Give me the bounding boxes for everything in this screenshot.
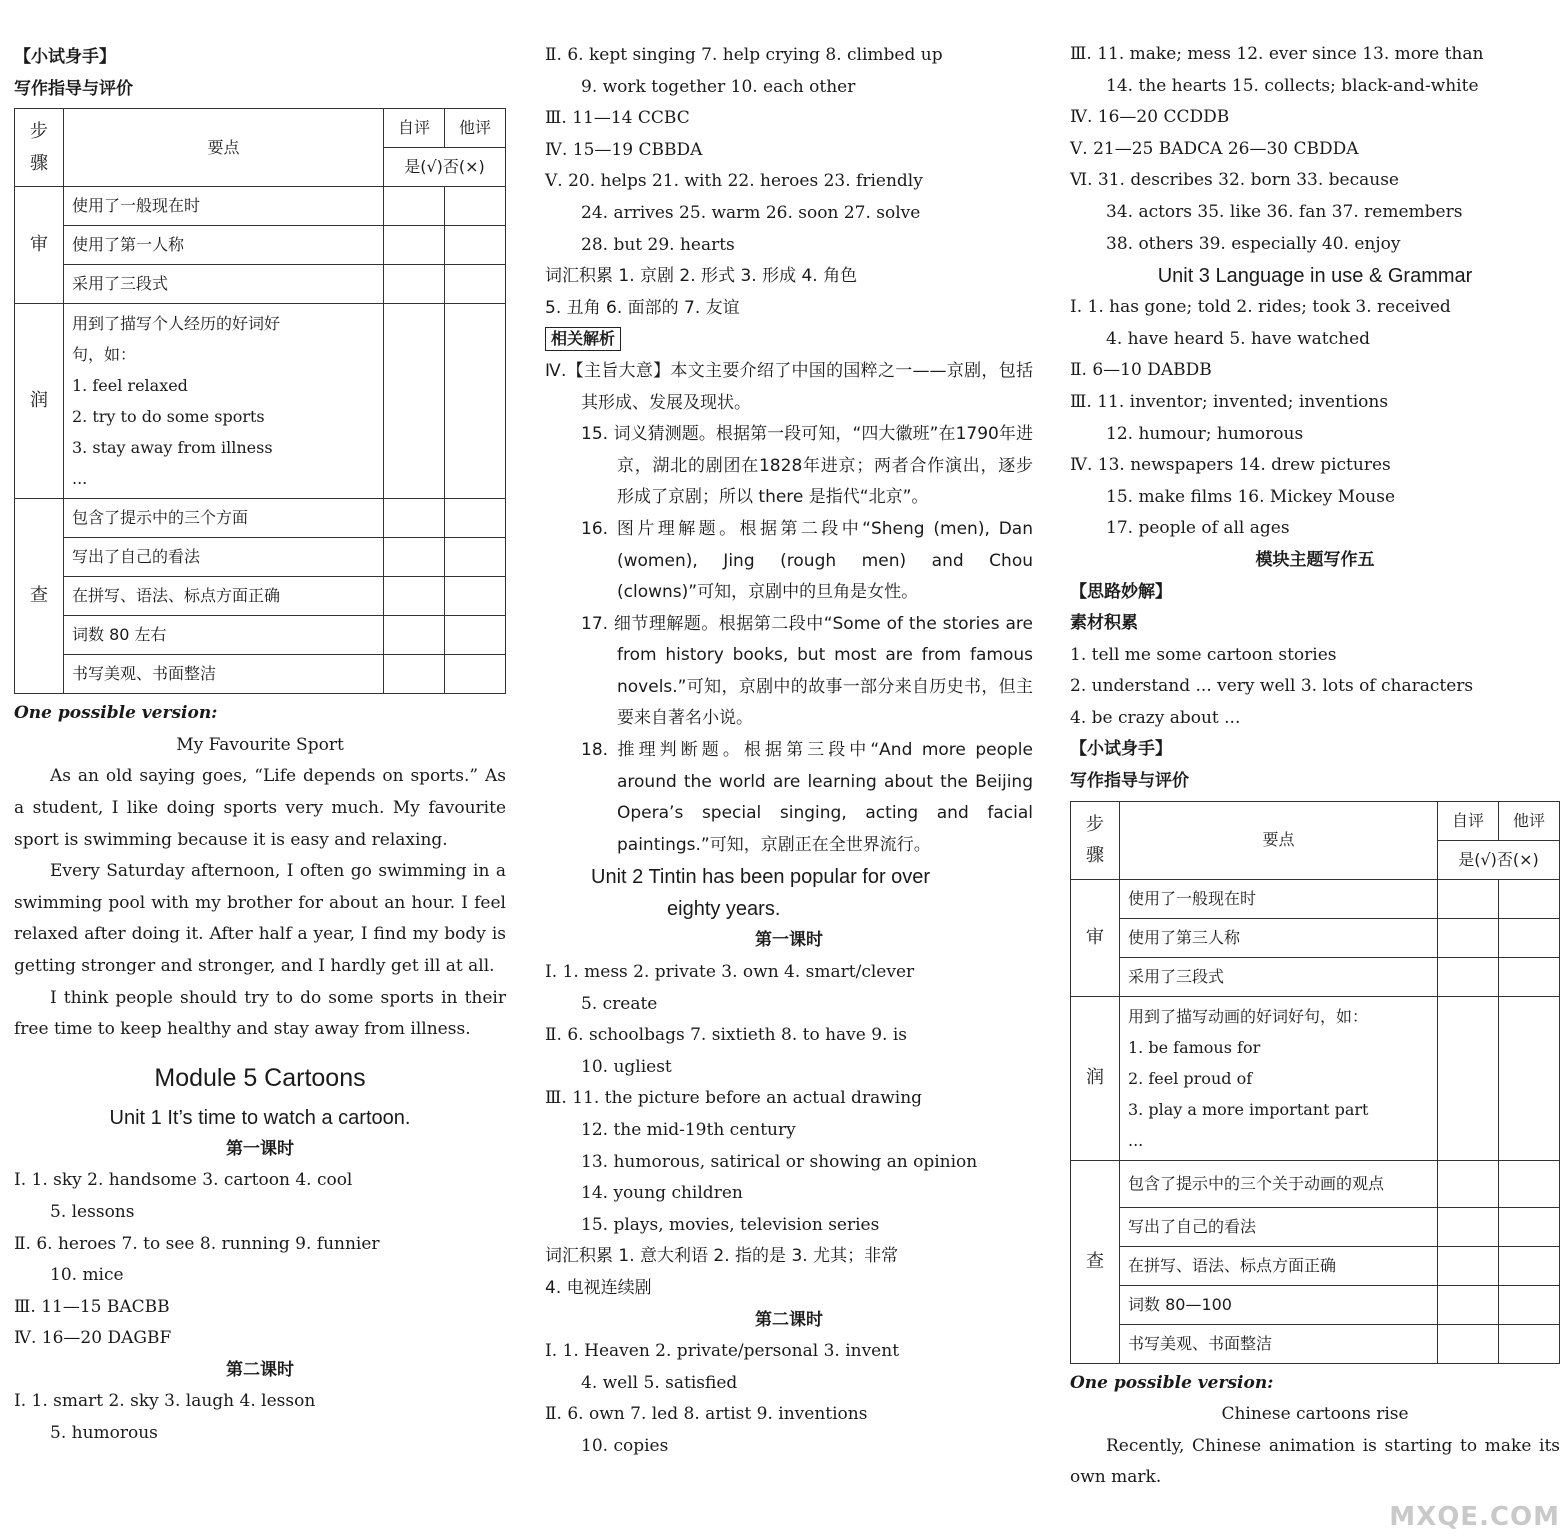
vocab-line: 4. 电视连续剧 [545,1277,652,1298]
writing-module-title: 模块主题写作五 [1255,549,1375,570]
answer-line: Ⅴ. 21—25 BADCA 26—30 CBDDA [1070,138,1359,159]
step-run: 润 [1071,996,1120,1160]
version-label: One possible version: [1070,1372,1274,1393]
section-heading-ideas: 【思路妙解】 [1070,581,1172,602]
material-heading: 素材积累 [1070,613,1138,634]
table-header-points: 要点 [64,109,384,187]
site-watermark: MXQE.COM [1389,1502,1560,1532]
table-row: 词数 80 左右 [64,616,384,655]
writing-guide-heading: 写作指导与评价 [14,78,133,99]
analysis-paragraph: 17. 细节理解题。根据第二段中“Some of the stories are from history books, but most are from famous novels.”可知，京剧中的故事一部分来自历史书，但主要来自著名小说。 [581,613,1033,729]
table-row: 包含了提示中的三个关于动画的观点 [1120,1160,1438,1207]
answer-line: Ⅳ. 15—19 CBBDA [545,139,703,160]
answer-line: 38. others 39. especially 40. enjoy [1106,233,1401,254]
essay-title: Chinese cartoons rise [1221,1404,1409,1425]
answer-line: 9. work together 10. each other [581,76,856,97]
essay-paragraph: I think people should try to do some sports in their free time to keep healthy and stay away from illness. [14,987,506,1040]
answer-line: Ⅱ. 6. own 7. led 8. artist 9. inventions [545,1404,868,1425]
answer-line: Ⅲ. 11. make; mess 12. ever since 13. more than [1070,44,1484,64]
answer-line: Ⅳ. 13. newspapers 14. drew pictures [1070,455,1391,476]
unit-title: Unit 3 Language in use & Grammar [1157,265,1473,288]
table-row: 书写美观、书面整洁 [1120,1324,1438,1363]
evaluation-table [14,108,506,694]
answer-line: Ⅱ. 6. heroes 7. to see 8. running 9. funnier [14,1233,380,1254]
answer-line: Ⅴ. 20. helps 21. with 22. heroes 23. friendly [545,171,923,192]
answer-line: Ⅲ. 11. inventor; invented; inventions [1070,391,1389,412]
table-row: 书写美观、书面整洁 [64,655,384,694]
module-title: Module 5 Cartoons [154,1063,366,1092]
analysis-paragraph: Ⅳ.【主旨大意】本文主要介绍了中国的国粹之一——京剧，包括其形成、发展及现状。 [545,360,1033,413]
evaluation-table [1070,801,1560,1364]
analysis-paragraph: 18. 推理判断题。根据第三段中“And more people around the world are learning about the Beijing Opera’s special singing, acting and facial paintings.”可知，京剧正在全世界流行。 [581,740,1033,855]
answer-line: Ⅱ. 6—10 DABDB [1070,360,1212,381]
answer-line: Ⅲ. 11—14 CCBC [545,108,690,129]
step-cha: 查 [15,499,64,694]
analysis-paragraph: 16. 图片理解题。根据第二段中“Sheng (men), Dan (women), Jing (rough men) and Chou (clowns)”可知，京剧中的旦角是女性。 [581,518,1033,603]
answer-line: Ⅰ. 1. mess 2. private 3. own 4. smart/clever [545,962,915,983]
answer-line: 14. young children [581,1183,743,1204]
left-column [14,0,506,1450]
answer-line: 10. mice [50,1265,124,1286]
section-heading-practice: 【小试身手】 [1070,739,1172,760]
middle-column [545,0,1033,1463]
material-item: 1. tell me some cartoon stories [1070,644,1337,665]
answer-line: 5. humorous [50,1423,158,1444]
table-row: 使用了一般现在时 [64,187,384,226]
answer-line: 17. people of all ages [1106,518,1290,539]
lesson-title: 第二课时 [226,1359,294,1380]
answer-line: 28. but 29. hearts [581,234,735,255]
section-heading-practice: 【小试身手】 [14,47,116,67]
essay-title: My Favourite Sport [176,734,344,755]
analysis-label: 相关解析 [545,327,621,351]
table-row: 包含了提示中的三个方面 [64,499,384,538]
table-row-multiline: 用到了描写动画的好词好句，如： 1. be famous for 2. feel proud of 3. play a more important part ... [1120,996,1438,1160]
table-header-step: 步骤 [1071,801,1120,879]
answer-line: 34. actors 35. like 36. fan 37. remembers [1106,201,1463,222]
answer-line: Ⅰ. 1. smart 2. sky 3. laugh 4. lesson [14,1391,316,1412]
lesson-title: 第二课时 [755,1309,823,1330]
table-header-peer: 他评 [1499,801,1560,840]
answer-line: Ⅰ. 1. has gone; told 2. rides; took 3. received [1070,297,1451,318]
answer-line: Ⅰ. 1. Heaven 2. private/personal 3. invent [545,1341,900,1362]
table-row: 采用了三段式 [64,265,384,304]
step-shen: 审 [15,187,64,304]
table-row: 写出了自己的看法 [64,538,384,577]
vocab-line: 词汇积累 1. 意大利语 2. 指的是 3. 尤其；非常 [545,1246,899,1267]
table-row: 词数 80—100 [1120,1285,1438,1324]
answer-line: 5. create [581,993,658,1014]
answer-line: Ⅲ. 11—15 BACBB [14,1296,170,1317]
answer-line: Ⅲ. 11. the picture before an actual drawing [545,1088,923,1109]
step-run: 润 [15,304,64,499]
table-header-peer: 他评 [445,109,506,148]
table-row: 在拼写、语法、标点方面正确 [64,577,384,616]
table-header-points: 要点 [1120,801,1438,879]
table-header-self: 自评 [1438,801,1499,840]
answer-line: Ⅱ. 6. schoolbags 7. sixtieth 8. to have 9. is [545,1025,908,1046]
answer-line: 10. copies [581,1435,669,1456]
step-shen: 审 [1071,879,1120,996]
unit-title-continued: eighty years. [667,898,781,921]
table-row: 使用了一般现在时 [1120,879,1438,918]
material-item: 2. understand ... very well 3. lots of characters [1070,676,1474,697]
answer-line: Ⅱ. 6. kept singing 7. help crying 8. climbed up [545,45,943,65]
answer-line: Ⅳ. 16—20 DAGBF [14,1328,172,1349]
table-row: 写出了自己的看法 [1120,1207,1438,1246]
right-column [1070,0,1560,1494]
essay-paragraph: Every Saturday afternoon, I often go swimming in a swimming pool with my brother for about an hour. I feel relaxed after doing it. After half a year, I find my body is getting stronger and stronger, and I hardly get ill at all. [14,861,506,976]
answer-line: 15. plays, movies, television series [581,1214,880,1235]
vocab-line: 词汇积累 1. 京剧 2. 形式 3. 形成 4. 角色 [545,266,858,287]
answer-line: 5. lessons [50,1201,135,1222]
answer-line: 13. humorous, satirical or showing an opinion [581,1151,978,1172]
table-row: 在拼写、语法、标点方面正确 [1120,1246,1438,1285]
answer-line: 10. ugliest [581,1056,672,1077]
answer-line: 24. arrives 25. warm 26. soon 27. solve [581,202,921,223]
answer-line: 12. the mid-19th century [581,1120,796,1140]
unit-title: Unit 1 It’s time to watch a cartoon. [109,1106,411,1129]
answer-line: 4. well 5. satisfied [581,1372,738,1393]
lesson-title: 第一课时 [755,930,823,951]
writing-guide-heading: 写作指导与评价 [1070,771,1189,792]
table-header-yesno: 是(√)否(×) [384,148,506,187]
lesson-title: 第一课时 [226,1138,294,1159]
version-label: One possible version: [14,703,218,724]
analysis-paragraph: 15. 词义猜测题。根据第一段可知，“四大徽班”在1790年进京，湖北的剧团在1828年进京；两者合作演出，逐步形成了京剧；所以 there 是指代“北京”。 [581,424,1033,508]
table-row-multiline: 用到了描写个人经历的好词好 句，如： 1. feel relaxed 2. try to do some sports 3. stay away from illness ... [64,304,384,499]
essay-paragraph: Recently, Chinese animation is starting to make its own mark. [1070,1435,1560,1488]
vocab-line: 5. 丑角 6. 面部的 7. 友谊 [545,297,740,318]
table-row: 使用了第一人称 [64,226,384,265]
answer-line: Ⅰ. 1. sky 2. handsome 3. cartoon 4. cool [14,1170,353,1191]
answer-line: 4. have heard 5. have watched [1106,328,1371,349]
table-header-step: 步骤 [15,109,64,187]
essay-paragraph: As an old saying goes, “Life depends on sports.” As a student, I like doing sports very much. My favourite sport is swimming because it is easy and relaxing. [14,766,506,850]
table-header-yesno: 是(√)否(×) [1438,840,1560,879]
answer-line: 12. humour; humorous [1106,423,1304,444]
table-row: 采用了三段式 [1120,957,1438,996]
material-item: 4. be crazy about ... [1070,707,1241,728]
answer-line: 14. the hearts 15. collects; black-and-white [1106,75,1479,96]
table-row: 使用了第三人称 [1120,918,1438,957]
step-cha: 查 [1071,1160,1120,1363]
table-header-self: 自评 [384,109,445,148]
answer-line: Ⅳ. 16—20 CCDDB [1070,107,1230,128]
answer-line: Ⅵ. 31. describes 32. born 33. because [1070,170,1399,191]
unit-title: Unit 2 Tintin has been popular for over [591,866,931,889]
answer-line: 15. make films 16. Mickey Mouse [1106,486,1396,507]
